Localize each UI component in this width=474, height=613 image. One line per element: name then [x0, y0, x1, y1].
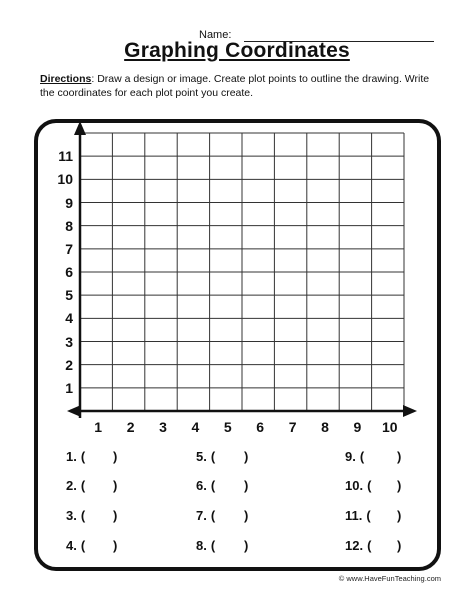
- open-paren: (: [210, 478, 216, 493]
- open-paren: (: [367, 538, 372, 553]
- open-paren: (: [359, 449, 365, 464]
- x-tick-label: 6: [256, 419, 265, 435]
- directions-label: Directions: [40, 73, 92, 85]
- name-label: Name:: [199, 29, 232, 41]
- plot-point-entry[interactable]: [66, 450, 85, 464]
- close-paren: ): [397, 538, 402, 553]
- open-paren: (: [210, 508, 216, 523]
- plot-point-entry[interactable]: [196, 509, 215, 523]
- plot-point-number: 8.: [196, 538, 207, 553]
- plot-point-entry[interactable]: [66, 539, 85, 553]
- open-paren: (: [80, 508, 86, 523]
- x-tick-label: 8: [321, 419, 329, 435]
- plot-point-number: 7.: [196, 508, 207, 523]
- x-axis-arrow-right: [403, 405, 417, 417]
- page-title: Graphing Coordinates: [124, 39, 350, 62]
- plot-point-entry[interactable]: [345, 479, 371, 493]
- close-paren: ): [397, 478, 402, 493]
- close-paren: ): [244, 508, 249, 523]
- close-paren: ): [244, 538, 249, 553]
- directions-text: : Draw a design or image. Create plot points to outline the drawing. Write the coordinates for each plot point you create.: [40, 73, 430, 99]
- x-tick-label: 7: [288, 419, 297, 435]
- grid-lines: [80, 133, 404, 411]
- y-tick-label: 9: [65, 194, 73, 211]
- y-axis-arrow-up: [74, 121, 86, 135]
- y-tick-label: 3: [65, 333, 73, 350]
- close-paren: ): [113, 449, 118, 464]
- open-paren: (: [210, 449, 216, 464]
- open-paren: (: [80, 538, 86, 553]
- open-paren: (: [366, 508, 371, 523]
- plot-point-entry[interactable]: [196, 450, 215, 464]
- x-tick-label: 4: [191, 419, 200, 435]
- close-paren: ): [113, 508, 118, 523]
- y-tick-label: 4: [65, 310, 73, 327]
- close-paren: ): [113, 538, 118, 553]
- plot-point-number: 12.: [345, 538, 364, 553]
- plot-point-number: 3.: [66, 508, 77, 523]
- plot-point-number: 1.: [66, 449, 77, 464]
- close-paren: ): [244, 449, 249, 464]
- close-paren: ): [113, 478, 118, 493]
- open-paren: (: [367, 478, 372, 493]
- y-tick-label: 7: [65, 240, 73, 257]
- y-tick-label: 10: [57, 171, 73, 188]
- close-paren: ): [397, 449, 402, 464]
- footer-credit: © www.HaveFunTeaching.com: [338, 574, 441, 583]
- plot-point-number: 2.: [66, 478, 77, 493]
- x-tick-label: 9: [353, 419, 362, 435]
- plot-point-number: 11.: [345, 508, 363, 523]
- plot-point-number: 10.: [345, 478, 364, 493]
- y-tick-label: 8: [65, 217, 73, 234]
- plot-point-number: 9.: [345, 449, 356, 464]
- y-tick-label: 5: [65, 287, 73, 304]
- x-tick-label: 3: [159, 419, 167, 435]
- plot-point-number: 5.: [196, 449, 207, 464]
- open-paren: (: [80, 478, 86, 493]
- open-paren: (: [210, 538, 216, 553]
- y-tick-label: 11: [58, 148, 73, 165]
- x-tick-label: 1: [94, 419, 103, 435]
- plot-point-entry[interactable]: [345, 450, 364, 464]
- close-paren: ): [397, 508, 402, 523]
- x-tick-label: 5: [223, 419, 232, 435]
- plot-point-entry[interactable]: [345, 539, 371, 553]
- close-paren: ): [244, 478, 249, 493]
- open-paren: (: [80, 449, 86, 464]
- plot-point-entry[interactable]: [196, 479, 215, 493]
- plot-point-number: 6.: [196, 478, 207, 493]
- y-tick-label: 1: [65, 379, 73, 396]
- plot-point-entry[interactable]: [196, 539, 215, 553]
- plot-point-entry[interactable]: [345, 509, 371, 523]
- x-tick-label: 10: [382, 419, 398, 435]
- y-tick-label: 6: [65, 264, 73, 280]
- plot-point-number: 4.: [66, 538, 77, 553]
- plot-point-entry[interactable]: [66, 509, 85, 523]
- x-axis-arrow-left: [67, 405, 81, 417]
- x-tick-label: 2: [126, 419, 135, 435]
- plot-point-entry[interactable]: [66, 479, 85, 493]
- y-tick-label: 2: [65, 356, 73, 373]
